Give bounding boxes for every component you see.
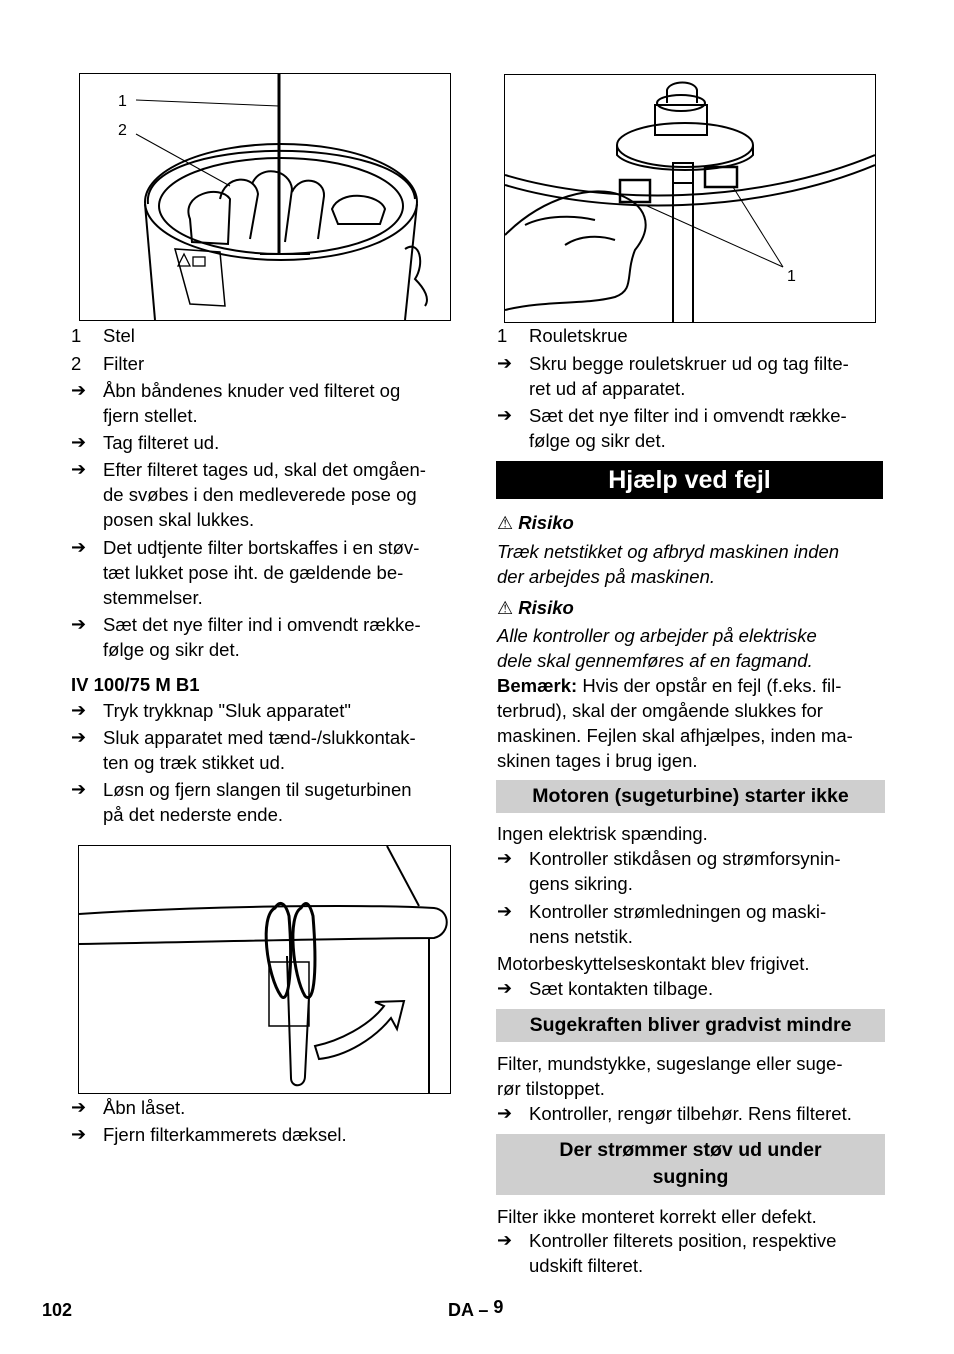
step-item	[71, 457, 461, 532]
note-line: maskinen. Fejlen skal afhjælpes, inden ma-	[497, 725, 853, 746]
arrow-right-icon: ➔	[71, 537, 87, 557]
warning-text	[497, 623, 889, 673]
step-text: Det udtjente filter bortskaffes i en støv-	[103, 537, 420, 558]
step-item	[71, 1095, 461, 1120]
callout-2: 2	[118, 122, 127, 139]
problem-heading: Sugekraften bliver gradvist mindre	[496, 1009, 885, 1042]
filter-frame-illustration	[80, 74, 450, 320]
legend-number: 2	[71, 353, 82, 374]
step-text: fjern stellet.	[103, 405, 198, 426]
step-item	[497, 899, 889, 949]
cause-line: rør tilstoppet.	[497, 1078, 605, 1099]
warning-icon: ⚠	[497, 513, 514, 533]
roulette-screws-illustration	[505, 75, 875, 322]
warning-line: der arbejdes på maskinen.	[497, 566, 716, 587]
step-item	[71, 378, 461, 428]
arrow-right-icon: ➔	[71, 459, 87, 479]
arrow-right-icon: ➔	[71, 380, 87, 400]
problem-heading-line: sugning	[652, 1166, 729, 1188]
arrow-right-icon: ➔	[497, 1103, 513, 1123]
step-item	[497, 846, 889, 896]
callout-1: 1	[787, 268, 796, 285]
arrow-right-icon: ➔	[497, 848, 513, 868]
step-item	[497, 976, 889, 1001]
step-item	[497, 1101, 889, 1126]
step-text: Tryk trykknap "Sluk apparatet"	[103, 700, 351, 721]
step-item	[497, 403, 889, 453]
cause-text	[497, 1051, 889, 1101]
note-line: skinen tages i brug igen.	[497, 750, 698, 771]
step-text: følge og sikr det.	[529, 430, 666, 451]
arrow-right-icon: ➔	[71, 1097, 87, 1117]
step-item	[71, 430, 461, 455]
cause-text: Filter ikke monteret korrekt eller defekt.	[497, 1206, 817, 1227]
arrow-right-icon: ➔	[71, 1124, 87, 1144]
arrow-right-icon: ➔	[497, 405, 513, 425]
page-footer-language	[448, 1298, 503, 1323]
warning-line: dele skal gennemføres af en fagmand.	[497, 650, 813, 671]
legend-text: Filter	[103, 353, 145, 374]
step-text: ret ud af apparatet.	[529, 378, 686, 399]
step-text: Kontroller stikdåsen og strømforsynin-	[529, 848, 841, 869]
arrow-right-icon: ➔	[497, 978, 513, 998]
footer-dash: –	[478, 1300, 489, 1320]
cause-line: Filter, mundstykke, sugeslange eller suge-	[497, 1053, 843, 1074]
step-text: Kontroller, rengør tilbehør. Rens filteret.	[529, 1103, 852, 1124]
step-text: ten og træk stikket ud.	[103, 752, 286, 773]
warning-label: Risiko	[518, 512, 574, 533]
cause-text: Motorbeskyttelseskontakt blev frigivet.	[497, 953, 810, 974]
step-item	[497, 351, 889, 401]
step-item	[71, 1122, 461, 1147]
step-text: følge og sikr det.	[103, 639, 240, 660]
arrow-right-icon: ➔	[71, 727, 87, 747]
step-item	[497, 1228, 889, 1278]
language-code: DA	[448, 1300, 474, 1320]
step-text: Sæt det nye filter ind i omvendt række-	[529, 405, 847, 426]
figure-roulette-screws	[504, 74, 876, 323]
legend-text: Rouletskrue	[529, 325, 628, 346]
step-text: de svøbes i den medleverede pose og	[103, 484, 417, 505]
problem-heading: Motoren (sugeturbine) starter ikke	[496, 780, 885, 813]
note	[497, 673, 889, 773]
warning-label: Risiko	[518, 597, 574, 618]
warning-line: Træk netstikket og afbryd maskinen inden	[497, 541, 840, 562]
callout-1: 1	[118, 93, 127, 110]
step-text: stemmelser.	[103, 587, 203, 608]
step-text: Sæt det nye filter ind i omvendt række-	[103, 614, 421, 635]
step-item	[71, 725, 461, 775]
step-text: Kontroller filterets position, respektive	[529, 1230, 837, 1251]
model-heading: IV 100/75 M B1	[71, 674, 200, 695]
warning-heading	[497, 595, 574, 621]
arrow-right-icon: ➔	[71, 432, 87, 452]
step-item	[71, 777, 461, 827]
step-text: Sæt kontakten tilbage.	[529, 978, 714, 999]
note-line: Hvis der opstår en fejl (f.eks. fil-	[577, 675, 842, 696]
step-text: posen skal lukkes.	[103, 509, 255, 530]
page-number: 102	[42, 1300, 73, 1320]
legend-item	[497, 323, 887, 348]
note-label: Bemærk:	[497, 675, 578, 696]
step-text: nens netstik.	[529, 926, 633, 947]
section-title: Hjælp ved fejl	[496, 461, 883, 499]
warning-text	[497, 539, 889, 589]
arrow-right-icon: ➔	[497, 1230, 513, 1250]
arrow-right-icon: ➔	[71, 779, 87, 799]
cause-text: Ingen elektrisk spænding.	[497, 823, 708, 844]
language-page-number: 9	[493, 1297, 504, 1317]
legend-item	[71, 323, 456, 348]
figure-latch	[78, 845, 451, 1094]
arrow-right-icon: ➔	[497, 901, 513, 921]
figure-filter-frame	[79, 73, 451, 321]
legend-number: 1	[497, 325, 508, 346]
step-item	[71, 535, 461, 610]
arrow-right-icon: ➔	[71, 700, 87, 720]
arrow-right-icon: ➔	[71, 614, 87, 634]
step-text: Efter filteret tages ud, skal det omgåen-	[103, 459, 426, 480]
note-line: terbrud), skal der omgående slukkes for	[497, 700, 823, 721]
step-text: Kontroller strømledningen og maski-	[529, 901, 827, 922]
warning-line: Alle kontroller og arbejder på elektriske	[497, 625, 817, 646]
step-text: på det nederste ende.	[103, 804, 284, 825]
warning-heading	[497, 510, 574, 536]
step-text: Løsn og fjern slangen til sugeturbinen	[103, 779, 412, 800]
step-text: Tag filteret ud.	[103, 432, 220, 453]
step-text: Sluk apparatet med tænd-/slukkontak-	[103, 727, 416, 748]
step-item	[71, 698, 461, 723]
legend-number: 1	[71, 325, 82, 346]
problem-heading-line: Der strømmer støv ud under	[559, 1139, 822, 1161]
warning-icon: ⚠	[497, 598, 514, 618]
legend-item	[71, 351, 456, 376]
step-text: Fjern filterkammerets dæksel.	[103, 1124, 347, 1145]
step-text: gens sikring.	[529, 873, 633, 894]
step-text: Åbn båndenes knuder ved filteret og	[103, 380, 401, 401]
step-text: Åbn låset.	[103, 1097, 186, 1118]
arrow-right-icon: ➔	[497, 353, 513, 373]
step-text: Skru begge rouletskruer ud og tag filte-	[529, 353, 849, 374]
problem-heading	[496, 1134, 885, 1195]
step-text: udskift filteret.	[529, 1255, 644, 1276]
step-text: tæt lukket pose iht. de gældende be-	[103, 562, 404, 583]
latch-illustration	[79, 846, 450, 1093]
legend-text: Stel	[103, 325, 135, 346]
step-item	[71, 612, 461, 662]
